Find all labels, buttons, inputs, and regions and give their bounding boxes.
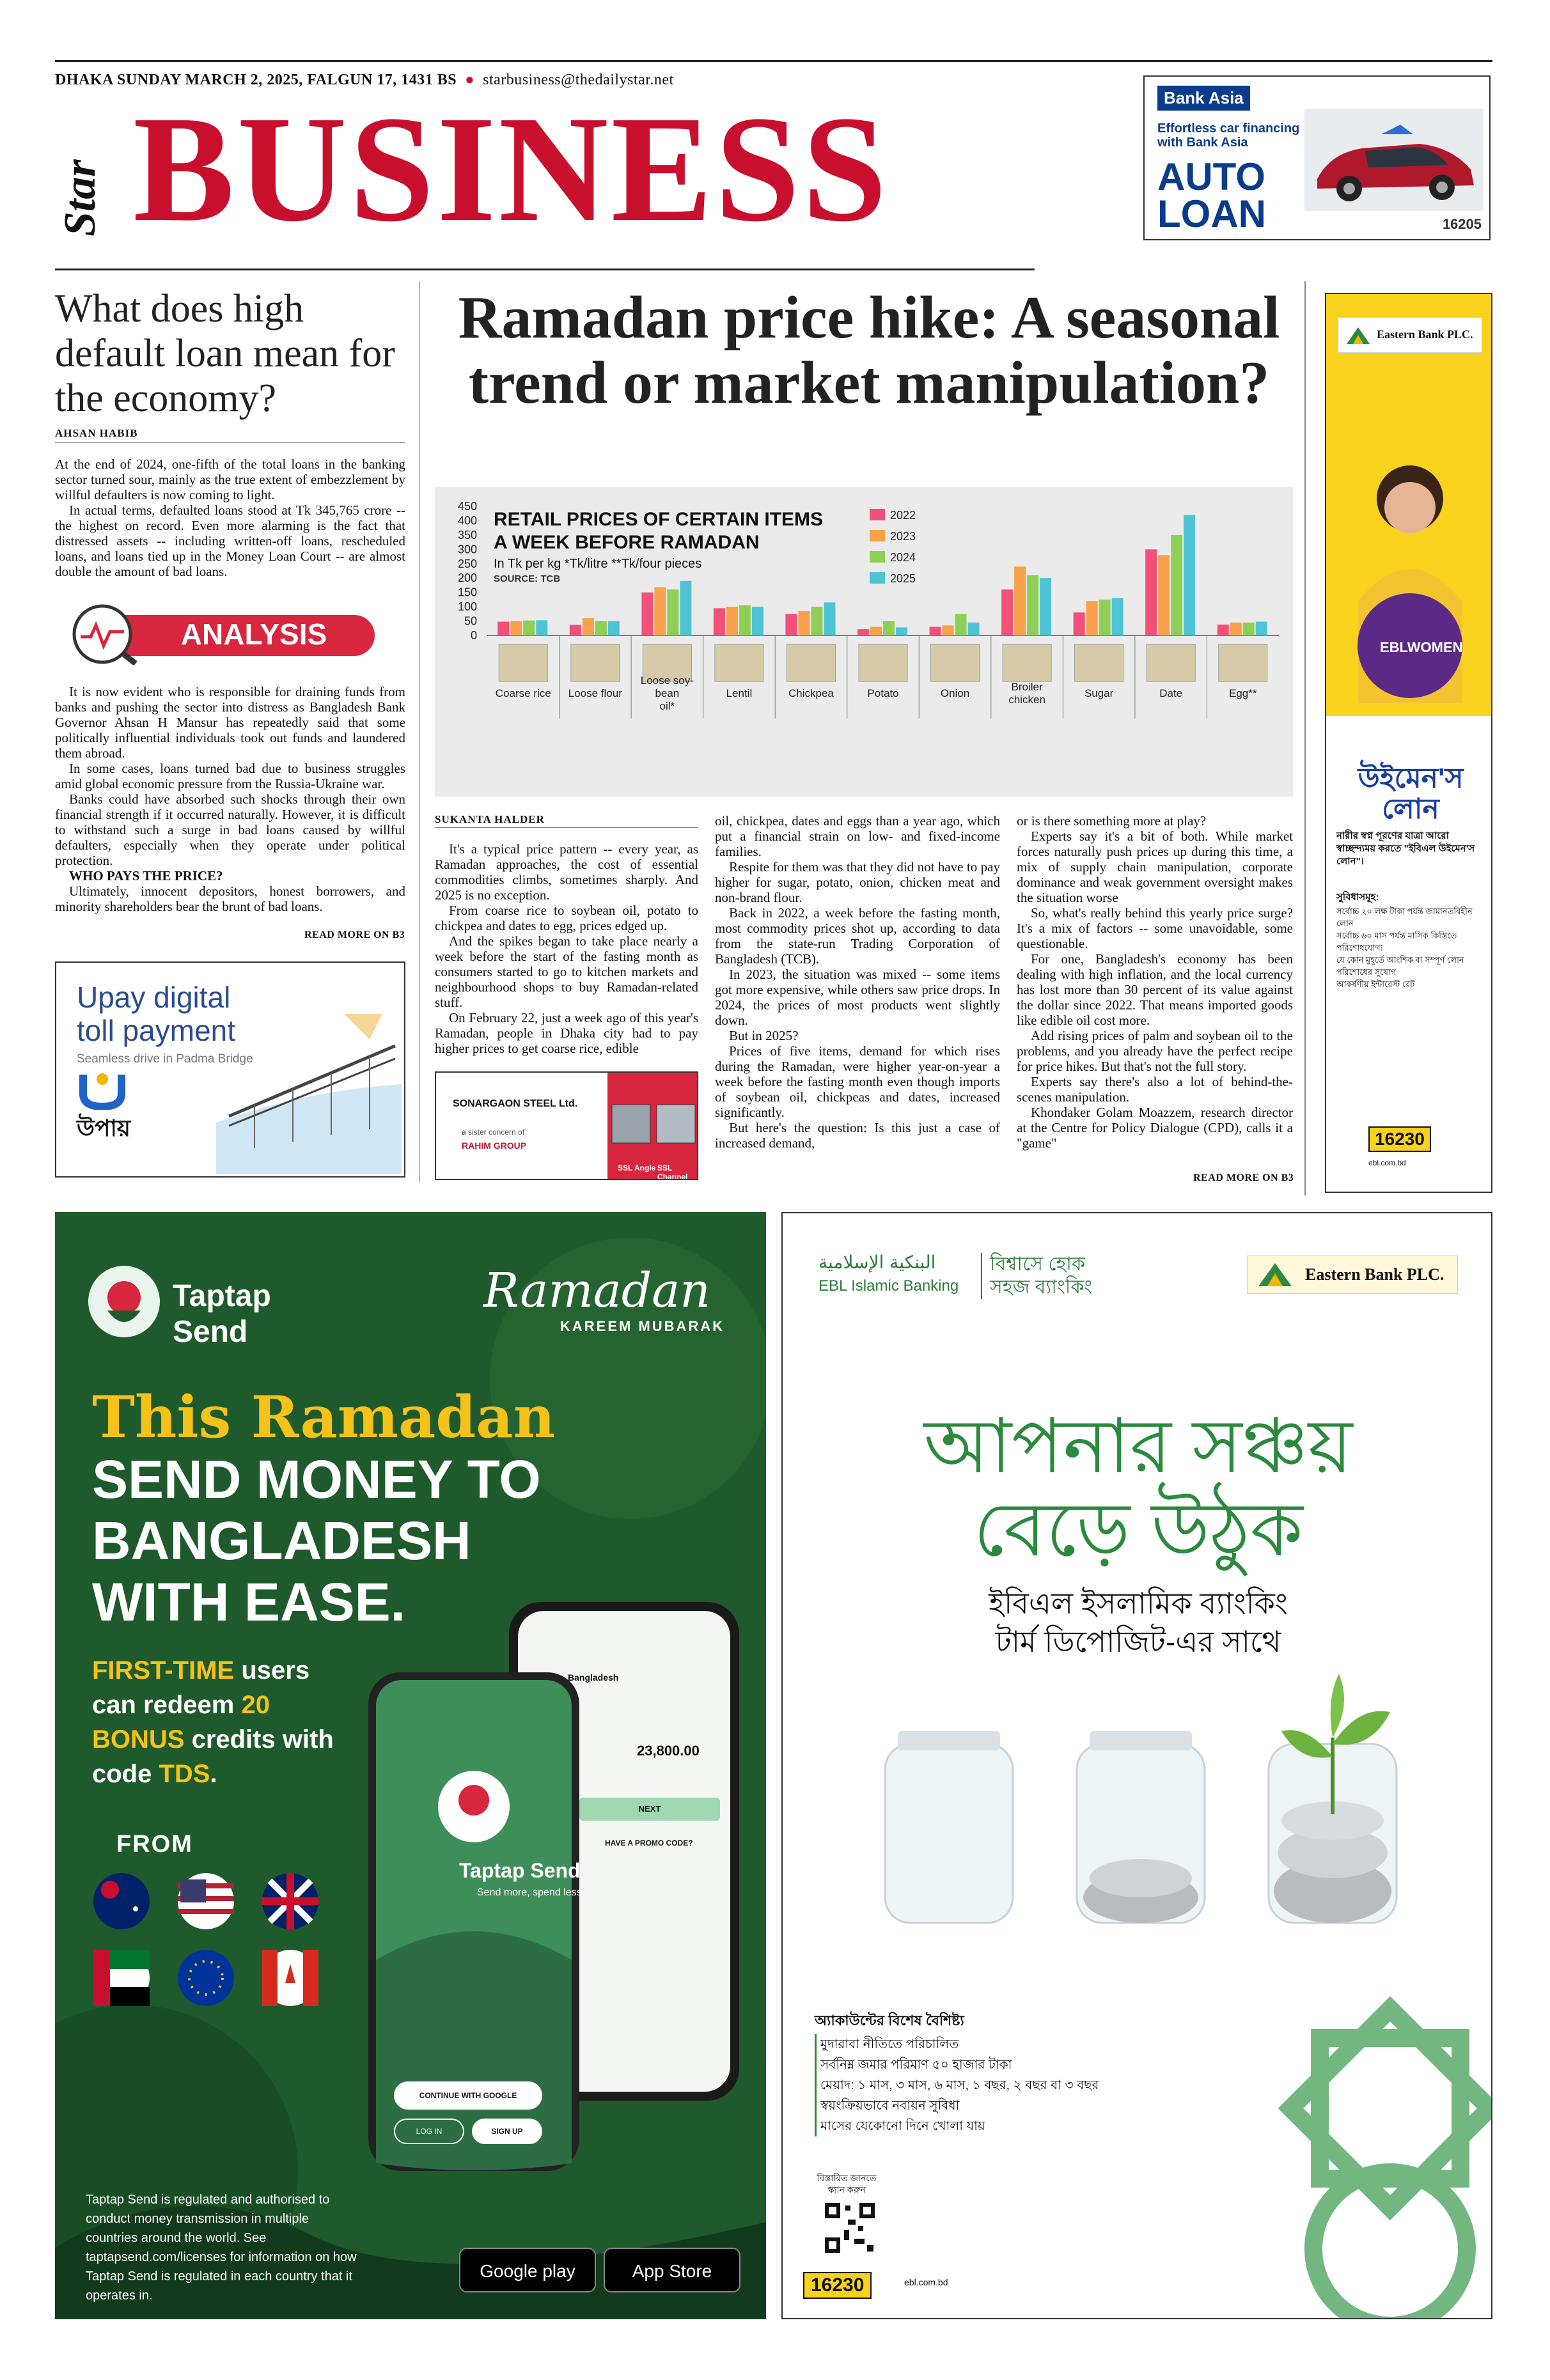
bar-2025 (1040, 578, 1051, 635)
paragraph: Prices of five items, demand for which rises during the Ramadan, were higher year-on-year a week before the fasting month even though imports of soybean oil, chickpeas and dates, increased significantly. (715, 1043, 1000, 1120)
category-label: oil* (659, 700, 675, 712)
paragraph: oil, chickpea, dates and eggs than a year ago, which put a financial strain on low- and fixed-income families. (715, 813, 1000, 859)
bar-2024 (523, 621, 535, 635)
sonargaon-concern: a sister concern of (462, 1128, 525, 1137)
benefits-title: সুবিধাসমূহ: (1336, 892, 1379, 903)
loan-tagline: নারীর স্বপ্ন পূরণের যাত্রা আরো স্বাচ্ছন্দ্যময় করতে "ইবিএল উইমেন'স লোন"। (1336, 830, 1475, 867)
loan-title: উইমেন'স লোন (1358, 763, 1464, 825)
benefit-item: যে কোন মুহূর্তে আংশিক বা সম্পূর্ণ লোন পরিশোধের সুযোগ (1336, 955, 1464, 977)
bar-2024 (595, 621, 607, 635)
bar-2025 (680, 581, 691, 635)
feature-item: মেয়াদ: ১ মাস, ৩ মাস, ৬ মাস, ১ বছর, ২ বছর বা ৩ বছর (815, 2075, 1211, 2096)
bar-2024 (739, 605, 751, 635)
bar-2022 (785, 614, 797, 635)
bar-2022 (1001, 589, 1013, 635)
category-label: Broiler (1011, 681, 1043, 693)
top-rule (55, 60, 1492, 62)
this-ramadan: This Ramadan (92, 1383, 555, 1451)
section-title: BUSINESS (133, 85, 889, 253)
screen-promo: HAVE A PROMO CODE? (605, 1839, 693, 1847)
y-tick-label: 450 (457, 500, 477, 513)
product-angle: SSL Angle (618, 1163, 656, 1172)
paragraph: Experts say it's a bit of both. While market forces naturally push prices up during this time, a mix of supply chain manipulation, corporate dominance and weak government oversight makes the situation worse (1017, 828, 1293, 905)
category-label: chicken (1008, 694, 1045, 706)
login-button: LOG IN (394, 2119, 464, 2144)
offer-text: users can redeem (92, 1656, 310, 1719)
paragraph: And the spikes began to take place nearly a week before the start of the fasting month as consumers started to go to kitchen markets and neighbourhood shops to buy Ramadan-related stuff. (435, 933, 698, 1010)
main-col-1 (435, 841, 698, 1056)
bar-2023 (510, 621, 522, 635)
bar-2022 (857, 629, 869, 635)
bar-2022 (570, 625, 581, 635)
bar-2024 (1171, 535, 1182, 635)
paragraph: But here's the question: Is this just a case of increased demand, (715, 1120, 1000, 1151)
hotline-badge: 16230 (803, 2272, 872, 2299)
feature-item: মুদারাবা নীতিতে পরিচালিত (815, 2034, 1211, 2055)
bar-2025 (1184, 515, 1195, 635)
bar-2023 (870, 627, 882, 635)
product-thumbnail-icon (715, 644, 763, 681)
feature-item: সর্বনিম্ন জমার পরিমাণ ৫০ হাজার টাকা (815, 2055, 1211, 2075)
upay-subtitle: Seamless drive in Padma Bridge (77, 1052, 253, 1066)
analysis-label: ANALYSIS (180, 618, 327, 651)
category-label: Loose soy- (640, 674, 694, 687)
paragraph: Experts say there's also a lot of behind-the-scenes manipulation. (1017, 1074, 1293, 1105)
masthead-rule (55, 268, 1035, 270)
usa-flag-icon (178, 1873, 234, 1929)
bar-2025 (752, 607, 763, 635)
canada-flag-icon (262, 1950, 318, 2006)
paragraph: or is there something more at play? (1017, 813, 1207, 828)
paragraph: In actual terms, defaulted loans stood at Tk 345,765 crore -- the highest on record. Even more alarming is the fact that distressed assets -- including written-off loans, rescheduled loans, and loans tied up in the Money Loan Court -- are almost double the amount of bad loans. (55, 502, 405, 579)
phone-tagline: Send more, spend less. (477, 1887, 585, 1898)
ebl-women-label: EBLWOMEN (1380, 639, 1463, 655)
bar-2023 (943, 625, 954, 635)
bar-2023 (654, 587, 666, 635)
chart-title (494, 509, 828, 553)
empty-jar-icon (885, 1731, 1013, 1923)
offer-text: credits with code (92, 1725, 334, 1788)
uk-flag-icon (262, 1873, 318, 1929)
bar-2025 (824, 602, 835, 635)
product-channel: SSL Channel (657, 1163, 688, 1180)
bank-asia-logo: Bank Asia (1157, 86, 1250, 111)
bar-2023 (1158, 555, 1170, 635)
ebl-logo: Eastern Bank PLC. (1247, 1256, 1458, 1294)
left-article-body-top (55, 456, 405, 579)
phone-brand: Taptap Send (459, 1859, 581, 1882)
category-label: Coarse rice (495, 687, 551, 699)
chart-source: SOURCE: TCB (494, 573, 561, 584)
y-tick-label: 350 (457, 528, 477, 541)
bank-asia-ad[interactable] (1143, 75, 1491, 240)
product-thumbnail-icon (1219, 644, 1267, 681)
bar-2024 (1099, 600, 1111, 635)
feature-item: স্বয়ংক্রিয়ভাবে নবায়ন সুবিধা (815, 2096, 1211, 2116)
category-label: Chickpea (788, 687, 834, 699)
offer-first-time: FIRST-TIME (92, 1656, 235, 1684)
ebl-logo: Eastern Bank PLC. (1338, 317, 1482, 353)
taptap-logo-icon (86, 1263, 162, 1340)
bar-2025 (1256, 621, 1267, 635)
category-label: Lentil (726, 687, 753, 699)
bar-2023 (1086, 601, 1098, 635)
features-title: অ্যাকাউন্টের বিশেষ বৈশিষ্ট্য (815, 2012, 964, 2028)
paragraph: From coarse rice to soybean oil, potato to chickpea and dates to egg, prices edged up. (435, 903, 698, 933)
left-byline: AHSAN HABIB (55, 427, 138, 439)
analysis-badge (72, 603, 379, 665)
upay-brand: উপায় (77, 1115, 131, 1141)
paragraph: In some cases, loans turned bad due to business struggles amid global economic pressure from the Russia-Ukraine war. (55, 761, 405, 791)
loan-text: LOAN (1157, 192, 1266, 235)
offer-code: TDS (159, 1760, 210, 1788)
bar-2024 (955, 614, 967, 635)
bar-2025 (536, 620, 547, 635)
paragraph: Respite for them was that they did not have to pay higher for sugar, potato, onion, chicken meat and non-brand flour. (715, 859, 1000, 905)
bar-2024 (667, 589, 678, 635)
category-label: Onion (940, 687, 970, 699)
offer-period: . (210, 1760, 217, 1788)
kareem-mubarak: KAREEM MUBARAK (560, 1318, 725, 1334)
paragraph: Add rising prices of palm and soybean oil to the problems, and you already have the perfect recipe for price hikes. But that's not the full story. (1017, 1028, 1293, 1074)
left-headline[interactable]: What does high default loan mean for the economy? (55, 287, 395, 420)
islamic-arabic: البنكية الإسلامية (818, 1252, 936, 1273)
ebl-islamic-ad[interactable] (781, 1212, 1492, 2319)
hotline-badge: 16230 (1368, 1126, 1431, 1152)
main-headline[interactable]: Ramadan price hike: A seasonal trend or market manipulation? (458, 284, 1280, 416)
benefits-list (1336, 905, 1486, 990)
bar-2023 (726, 607, 738, 635)
byline-rule (435, 827, 698, 828)
date-text: DHAKA SUNDAY MARCH 2, 2025, FALGUN 17, 1431 BS (55, 72, 457, 88)
category-label: Potato (867, 687, 899, 699)
taptap-send-ad[interactable] (55, 1212, 766, 2319)
y-tick-label: 0 (470, 629, 477, 642)
paragraph: At the end of 2024, one-fifth of the total loans in the banking sector turned sour, mainly as the true extent of embezzlement by willful defaulters is now coming to light. (55, 456, 405, 502)
send-money-headline: SEND MONEY TO BANGLADESH WITH EASE. (92, 1449, 541, 1632)
bar-2024 (1243, 623, 1255, 635)
bar-2022 (1074, 612, 1085, 635)
from-label: FROM (116, 1831, 193, 1858)
bar-2022 (1145, 549, 1157, 635)
ebl-logo-icon (1345, 326, 1371, 345)
sonargaon-company: SONARGAON STEEL Ltd. (453, 1098, 578, 1109)
paragraph: It is now evident who is responsible for draining funds from banks and pushing the sector into distress as Bangladesh Bank Governor Ahsan H Mansur has repeatedly said that some politically influential individuals took out funds and laundered them abroad. (55, 684, 405, 761)
bar-2023 (1230, 623, 1242, 635)
byline-rule (55, 442, 405, 443)
bar-2025 (896, 627, 907, 635)
paragraph: Khondaker Golam Moazzem, research director at the Centre for Policy Dialogue (CPD), calls it a "game" (1017, 1105, 1293, 1151)
offer-bonus: 20 BONUS (92, 1691, 270, 1754)
chart-svg (435, 487, 1293, 797)
price-chart (435, 487, 1293, 797)
upay-title: Upay digital toll payment (77, 981, 236, 1047)
product-thumbnail-icon (1075, 644, 1123, 681)
email-link[interactable]: starbusiness@thedailystar.net (483, 72, 674, 88)
uae-flag-icon (93, 1950, 150, 2006)
bar-2022 (714, 608, 725, 635)
product-thumbnail-icon (859, 644, 907, 681)
car-icon (1304, 109, 1483, 211)
legend-swatch (870, 572, 885, 584)
benefit-item: আকর্ষণীয় ইন্টারেস্ট রেট (1336, 979, 1415, 989)
ad-line: Effortless car financing with Bank Asia (1157, 121, 1300, 150)
bridge-illustration-icon (216, 988, 402, 1174)
headline-line2: বেড়ে উঠুক (973, 1488, 1303, 1572)
column-divider (1304, 281, 1306, 1195)
product-thumbnail-icon (787, 644, 835, 681)
sonargaon-steel-ad[interactable] (435, 1071, 698, 1180)
paragraph: For one, Bangladesh's economy has been dealing with high inflation, and the local currency has lost more than 30 percent of its value against the dollar since 2022. That means imported goods like edible oil cost more. (1017, 951, 1293, 1028)
paragraph: So, what's really behind this yearly price surge? It's a mix of factors -- some unavoidable, some questionable. (1017, 905, 1293, 951)
taptap-brand: Taptap Send (173, 1279, 271, 1349)
legend-swatch (870, 551, 885, 563)
ebl-women-loan-ad[interactable] (1325, 293, 1492, 1193)
australia-flag-icon (93, 1873, 150, 1929)
sub-line1: ইবিএল ইসলামিক ব্যাংকিং (989, 1587, 1288, 1620)
legend-swatch (870, 509, 885, 520)
bullet-icon: ● (460, 72, 479, 88)
islamic-slogan: বিশ্বাসে হোক সহজ ব্যাংকিং (981, 1253, 1109, 1299)
paragraph: On February 22, just a week ago of this year's Ramadan, people in Dhaka city had to pay higher prices to get coarse rice, edible (435, 1010, 698, 1056)
islamic-subheadline (783, 1584, 1492, 1661)
product-thumbnail-icon (571, 644, 620, 681)
hotline-number: 16205 (1442, 216, 1482, 232)
savings-jars-icon (859, 1661, 1422, 1955)
paragraph: But in 2025? (729, 1028, 799, 1043)
y-tick-label: 400 (457, 514, 477, 527)
bar-2025 (968, 623, 980, 635)
app-store-badge[interactable]: App Store (604, 2248, 740, 2292)
legend-label: 2024 (890, 551, 916, 564)
auto-text: AUTO (1157, 155, 1265, 198)
read-more-link[interactable]: READ MORE ON B3 (304, 929, 405, 940)
upay-logo-icon (77, 1071, 128, 1110)
paragraph: Banks could have absorbed such shocks through their own financial strength if it occurred naturally. However, it is difficult to withstand such a surge in bad loans caused by willful defaulters, especially when they operate under political protection. (55, 791, 405, 868)
bar-2022 (497, 621, 509, 635)
bar-2022 (930, 627, 941, 635)
category-label: Loose flour (568, 687, 622, 699)
legend-label: 2023 (890, 530, 916, 543)
islamic-headline (783, 1405, 1492, 1571)
chart-subtitle: In Tk per kg *Tk/litre **Tk/four pieces (494, 557, 702, 571)
category-label: Date (1159, 687, 1183, 699)
star-logo: Star (56, 159, 105, 237)
benefit-item: সর্বোচ্চ ২০ লক্ষ টাকা পর্যন্ত জামানতবিহীন লোন (1336, 906, 1473, 928)
signup-button: SIGN UP (472, 2119, 542, 2144)
category-label: Sugar (1084, 687, 1114, 699)
read-more-link[interactable]: READ MORE ON B3 (1193, 1172, 1294, 1183)
product-thumbnail-icon (499, 644, 547, 681)
screen-amount: 23,800.00 (637, 1743, 700, 1759)
ramadan-script: Ramadan (483, 1263, 710, 1318)
bar-2024 (811, 607, 822, 635)
steel-angle-icon (609, 1098, 698, 1156)
ebl-web[interactable]: ebl.com.bd (1368, 1158, 1406, 1167)
qr-code-icon[interactable] (822, 2200, 877, 2255)
qr-label: বিস্তারিত জানতে স্ক্যান করুন (817, 2173, 877, 2195)
bar-2023 (798, 611, 810, 635)
category-label: bean (655, 687, 680, 699)
bar-2022 (1217, 625, 1229, 635)
ebl-logo-icon (1256, 1261, 1294, 1289)
woman-portrait-icon (1339, 454, 1481, 703)
half-jar-icon (1077, 1731, 1205, 1923)
main-byline: SUKANTA HALDER (435, 813, 545, 825)
y-tick-label: 250 (457, 557, 477, 570)
category-label: Egg** (1228, 687, 1257, 699)
benefit-item: সর্বোচ্চ ৬০ মাস পর্যন্ত মাসিক কিস্তিতে পরিশোধযোগ্য (1336, 931, 1457, 953)
bar-2025 (608, 621, 620, 635)
y-tick-label: 150 (457, 586, 477, 599)
chart-title-line2: A WEEK BEFORE RAMADAN (494, 532, 760, 553)
sub-line2: টার্ম ডিপোজিট-এর সাথে (995, 1625, 1281, 1658)
bar-2023 (1014, 566, 1026, 635)
full-jar-plant-icon (1269, 1674, 1397, 1923)
y-tick-label: 100 (457, 600, 477, 614)
left-article-body-bottom (55, 684, 405, 914)
product-thumbnail-icon (931, 644, 980, 681)
ebl-web[interactable]: ebl.com.bd (904, 2277, 948, 2287)
product-thumbnail-icon (1147, 644, 1195, 681)
screen-next-button: NEXT (579, 1798, 720, 1821)
subhead: WHO PAYS THE PRICE? (69, 868, 223, 883)
eu-flag-icon (178, 1950, 234, 2006)
y-tick-label: 200 (457, 572, 477, 585)
upay-ad[interactable] (55, 961, 405, 1178)
legend-swatch (870, 530, 885, 541)
paragraph: Back in 2022, a week before the fasting month, most commodity prices shot up, according to data from the state-run Trading Corporation of Bangladesh (TCB). (715, 905, 1000, 967)
islamic-name: EBL Islamic Banking (818, 1277, 959, 1295)
y-tick-label: 50 (464, 614, 477, 628)
paragraph: In 2023, the situation was mixed -- some items got more expensive, while others saw price drops. In 2024, the prices of most products went slightly down. (715, 967, 1000, 1028)
headline-line1: আপনার সঞ্চয় (923, 1404, 1353, 1489)
bar-2024 (1027, 575, 1038, 635)
bar-2023 (583, 618, 594, 635)
paragraph: Ultimately, innocent depositors, honest borrowers, and minority shareholders bear the brunt of bad loans. (55, 883, 405, 914)
screen-country: Bangladesh (568, 1672, 619, 1683)
bar-2022 (641, 593, 653, 635)
legend-label: 2025 (890, 572, 916, 585)
first-time-offer (92, 1653, 361, 1791)
paragraph: It's a typical price pattern -- every year, as Ramadan approaches, the cost of essential commodities climbs, sometimes sharply. And 2025 is no exception. (435, 841, 698, 903)
legend-label: 2022 (890, 509, 916, 522)
continue-google-button: CONTINUE WITH GOOGLE (394, 2081, 542, 2110)
feature-item: মাসের যেকোনো দিনে খোলা যায় (815, 2116, 1211, 2136)
taptap-legal: Taptap Send is regulated and authorised to conduct money transmission in multiple countries around the world. See taptapsend.com/licenses for information on how Taptap Send is regulated in each country that it operates in. (86, 2193, 357, 2303)
main-col-3 (1017, 813, 1293, 1151)
bar-2024 (883, 621, 895, 635)
google-play-badge[interactable]: Google play (459, 2248, 596, 2292)
ad-auto (1157, 155, 1266, 235)
main-col-2 (715, 813, 1000, 1151)
country-flags (91, 1871, 359, 2011)
column-divider (419, 281, 420, 1183)
islamic-pattern-icon (1224, 1968, 1492, 2319)
features-list (815, 2034, 1211, 2136)
chart-title-line1: RETAIL PRICES OF CERTAIN ITEMS (494, 509, 824, 530)
rahim-group: RAHIM GROUP (462, 1140, 527, 1151)
y-tick-label: 300 (457, 543, 477, 556)
bar-2025 (1112, 598, 1123, 635)
product-thumbnail-icon (1003, 644, 1051, 681)
